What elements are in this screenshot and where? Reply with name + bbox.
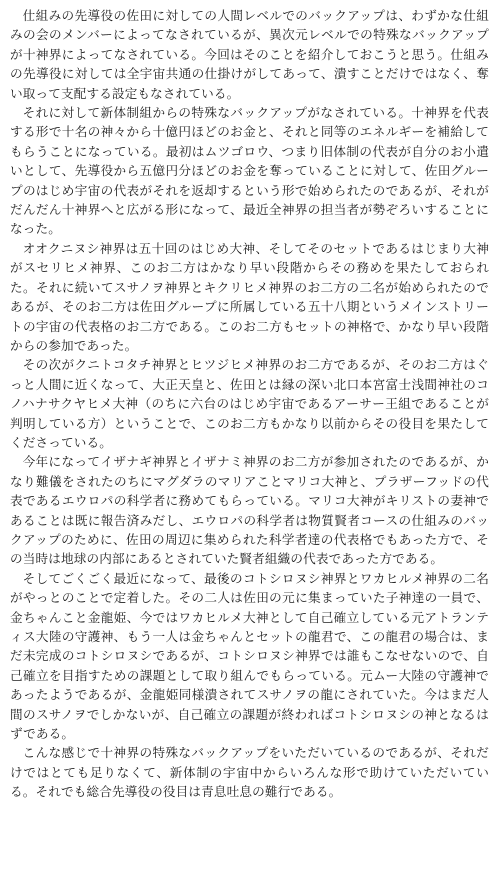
paragraph-4: その次がクニトコタチ神界とヒツジヒメ神界のお二方であるが、そのお二方はぐっと人間に近くなって、大正天皇と、佐田とは縁の深い北口本宮富士浅間神社のコノハナサクヤヒメ大神（のちに六台のはじめ宇宙であるアーサー王組であることが判明している方）ということで、このお二方もかなり以前からその役目を果たしてくださっている。: [10, 357, 489, 450]
paragraph-3: オオクニヌシ神界は五十回のはじめ大神、そしてそのセットであるはじまり大神がスセリヒメ神界、このお二方はかなり早い段階からその務めを果たしておられた。それに続いてスサノヲ神界とキクリヒメ神界のお二方の二名が始められたのであるが、そのお二方は佐田グループに所属している五十八期というメインストリートの宇宙の代表格のお二方である。このお二方もセットの神格で、かなり早い段階からの参加であった。: [10, 240, 489, 353]
paragraph-2: それに対して新体制組からの特殊なバックアップがなされている。十神界を代表する形で十名の神々から十億円ほどのお金と、それと同等のエネルギーを補給してもらうことになっている。最初はムツゴロウ、つまり旧体制の代表が自分のお小遣いとして、先導役から五億円分ほどのお金を奪っていることに対して、佐田グループのはじめ宇宙の代表がそれを返却するという形で始められたのであるが、それがだんだん十神界へと広がる形になって、最近全神界の担当者が勢ぞろいすることになった。: [10, 105, 489, 237]
paragraph-7: こんな感じで十神界の特殊なバックアップをいただいているのであるが、それだけではとても足りなくて、新体制の宇宙中からいろんな形で助けていただいている。それでも総合先導役の役目は青息吐息の難行である。: [10, 745, 489, 800]
paragraph-5: 今年になってイザナギ神界とイザナミ神界のお二方が参加されたのであるが、かなり難儀をされたのちにマグダラのマリアことマリコ大神と、プラザーフッドの代表であるエウロパの科学者に務めてもらっている。マリコ大神がキリストの妻神であることは既に報告済みだし、エウロパの科学者は物質賢者コースの仕組みのバックアップのために、佐田の周辺に集められた科学者達の代表格でもあった方で、その当時は地球の内部にあるとされていた賢者組織の代表であった方である。: [10, 454, 489, 567]
paragraph-6: そしてごくごく最近になって、最後のコトシロヌシ神界とワカヒルメ神界の二名がやっとのことで定着した。その二人は佐田の元に集まっていた子神達の一員で、金ちゃんこと金龍姫、今ではワカヒルメ大神として自己確立している元アトランティス大陸の守護神、もう一人は金ちゃんとセットの龍君で、この龍君の場合は、まだ未完成のコトシロヌシであるが、コトシロヌシ神界では誰もこなせないので、自己確立を目指すための課題として取り組んでもらっている。元ムー大陸の守護神であったようであるが、金龍姫同様潰されてスサノヲの龍にされていた。今はまだ人間のスサノヲでしかないが、自己確立の課題が終わればコトシロヌシの神となるはずである。: [10, 570, 489, 742]
paragraph-1: 仕組みの先導役の佐田に対しての人間レベルでのバックアップは、わずかな仕組みの会のメンバーによってなされているが、異次元レベルでの特殊なバックアップが十神界によってなされている。今回はそのことを紹介しておこうと思う。仕組みの先導役に対しては全宇宙共通の仕掛けがしてあって、潰すことだけではなく、奪い取って支配する設定もなされている。: [10, 8, 489, 101]
